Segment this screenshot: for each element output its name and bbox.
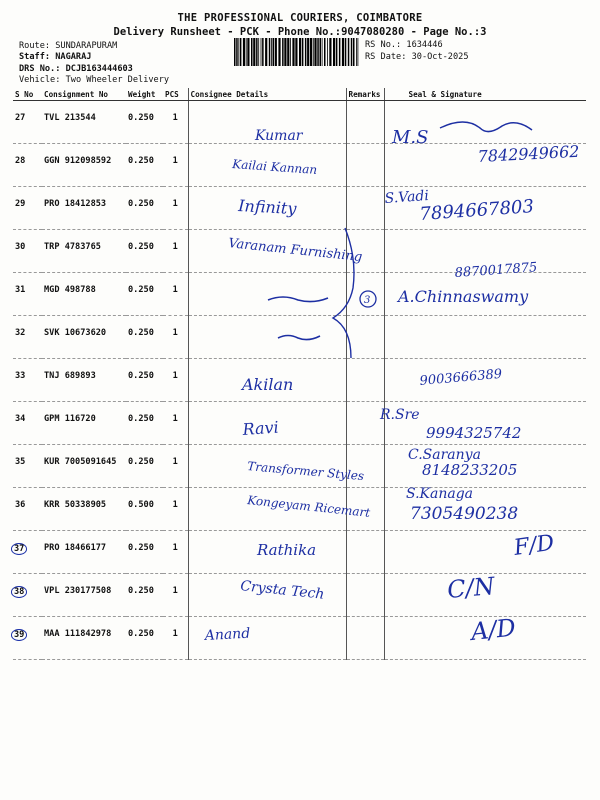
route-label: Route:	[19, 41, 51, 51]
cell-remarks	[346, 445, 384, 488]
table-row	[13, 617, 586, 660]
cell-weight	[126, 574, 163, 617]
table-row	[13, 273, 586, 316]
rs-date-line	[365, 52, 469, 63]
cell-remarks	[346, 531, 384, 574]
cell-pcs-text: 1	[172, 500, 178, 510]
cell-sno	[13, 273, 42, 316]
cell-seal-signature	[384, 230, 586, 273]
barcode-bar	[258, 38, 259, 66]
handwritten-remark: F/D	[512, 530, 556, 561]
cell-pcs	[163, 101, 188, 144]
route-value: SUNDARAPURAM	[55, 41, 118, 51]
cell-pcs	[163, 488, 188, 531]
cell-sno-text: 28	[15, 156, 26, 166]
cell-pcs-text: 1	[172, 543, 178, 553]
cell-remarks	[346, 402, 384, 445]
cell-sno-text: 34	[15, 414, 26, 424]
cell-pcs	[163, 402, 188, 445]
cell-weight-text: 0.500	[128, 500, 154, 510]
cell-weight-text: 0.250	[128, 199, 154, 209]
cell-consignee-details	[188, 488, 346, 531]
handwritten-signature: A.Chinnaswamy	[398, 287, 529, 306]
handwritten-signature: R.Sre	[380, 407, 420, 423]
table-row	[13, 359, 586, 402]
barcode-bar	[333, 38, 335, 66]
barcode-bar	[313, 38, 314, 66]
barcode-bar	[358, 38, 359, 66]
cell-consignment-no-text: TNJ 689893	[44, 371, 96, 381]
company-title: THE PROFESSIONAL COURIERS, COIMBATORE	[177, 12, 423, 24]
cell-weight-text: 0.250	[128, 156, 154, 166]
barcode-bar	[336, 38, 338, 66]
col-header-sno: S No	[13, 88, 42, 101]
cell-weight	[126, 531, 163, 574]
barcode-bar	[310, 38, 312, 66]
cell-consignment-no	[42, 531, 126, 574]
cell-seal-signature	[384, 531, 586, 574]
rs-no-label: RS No.:	[365, 40, 402, 50]
barcode-bar	[299, 38, 301, 66]
cell-sno	[13, 187, 42, 230]
cell-consignment-no	[42, 359, 126, 402]
barcode-bar	[265, 38, 267, 66]
cell-sno	[13, 230, 42, 273]
handwritten-signature: S.Kanaga	[406, 486, 474, 502]
handwritten-phone: 7305490238	[410, 504, 519, 524]
drs-value: DCJB163444603	[65, 64, 133, 74]
table-header-row	[13, 88, 586, 101]
cell-pcs-text: 1	[172, 629, 178, 639]
handwritten-consignee-name: Anand	[204, 625, 251, 644]
cell-sno-text: 32	[15, 328, 26, 338]
cell-consignment-no	[42, 617, 126, 660]
cell-consignment-no	[42, 316, 126, 359]
cell-consignment-no	[42, 187, 126, 230]
cell-seal-signature	[384, 617, 586, 660]
cell-weight-text: 0.250	[128, 113, 154, 123]
cell-weight	[126, 488, 163, 531]
cell-sno	[13, 488, 42, 531]
cell-sno	[13, 531, 42, 574]
cell-consignment-no	[42, 273, 126, 316]
barcode-bar	[236, 38, 238, 66]
cell-remarks	[346, 230, 384, 273]
cell-remarks	[346, 101, 384, 144]
handwritten-phone: 7894667803	[418, 196, 535, 225]
barcode-bar	[287, 38, 289, 66]
cell-seal-signature	[384, 571, 586, 617]
cell-remarks	[346, 488, 384, 531]
barcode-bar	[240, 38, 242, 66]
cell-consignment-no-text: SVK 10673620	[44, 328, 107, 338]
col-header-consignment: Consignment No	[42, 88, 126, 101]
cell-pcs	[163, 187, 188, 230]
cell-seal-signature	[384, 402, 586, 445]
handwritten-consignee-name: Transformer Styles	[246, 459, 365, 484]
barcode-bar	[320, 38, 322, 66]
table-row	[13, 445, 586, 488]
cell-consignment-no-text: KRR 50338905	[44, 500, 107, 510]
cell-sno-text: 30	[15, 242, 26, 252]
cell-seal-signature	[384, 101, 586, 144]
barcode-bar	[292, 38, 294, 66]
table-row	[13, 187, 586, 230]
barcode-bar	[302, 38, 304, 66]
handwritten-phone: 8148233205	[422, 461, 518, 479]
runsheet-subtitle: Delivery Runsheet - PCK - Phone No.:9047080280 - Page No.:3	[113, 26, 487, 38]
cell-consignment-no	[42, 402, 126, 445]
cell-pcs-text: 1	[172, 586, 178, 596]
barcode-bar	[284, 38, 286, 66]
cell-weight	[126, 402, 163, 445]
cell-sno	[13, 445, 42, 488]
vehicle-value: Two Wheeler Delivery	[65, 75, 170, 85]
cell-consignment-no	[42, 445, 126, 488]
cell-sno-text: 31	[15, 285, 26, 295]
cell-weight	[126, 230, 163, 273]
cell-weight-text: 0.250	[128, 543, 154, 553]
handwritten-signature: M.S	[392, 127, 429, 148]
barcode-bar	[327, 38, 328, 66]
cell-sno-text: 33	[15, 371, 26, 381]
cell-weight-text: 0.250	[128, 586, 154, 596]
cell-pcs-text: 1	[172, 113, 178, 123]
rs-no-value: 1634446	[406, 40, 443, 50]
barcode-bar	[262, 38, 264, 66]
barcode-bar	[322, 38, 323, 66]
barcode-bar	[253, 38, 255, 66]
barcode-bar	[269, 38, 271, 66]
barcode-bar	[351, 38, 353, 66]
cell-consignee-details	[188, 531, 346, 574]
rs-date-label: RS Date:	[365, 52, 407, 62]
table-row	[13, 230, 586, 273]
handwritten-phone: 9003666389	[419, 366, 503, 389]
cell-consignment-no-text: MGD 498788	[44, 285, 96, 295]
cell-pcs	[163, 359, 188, 402]
cell-seal-signature	[384, 187, 586, 230]
cell-seal-signature	[384, 445, 586, 488]
barcode-bar	[348, 38, 350, 66]
handwritten-phone: 7842949662	[477, 141, 580, 166]
cell-weight	[126, 617, 163, 660]
barcode-bar	[339, 38, 341, 66]
barcode-bar	[256, 38, 258, 66]
cell-consignee-details	[188, 402, 346, 445]
vehicle-label: Vehicle:	[19, 75, 61, 85]
cell-seal-signature	[384, 359, 586, 402]
cell-weight-text: 0.250	[128, 414, 154, 424]
cell-consignee-details	[188, 574, 346, 617]
cell-consignment-no	[42, 488, 126, 531]
cell-weight-text: 0.250	[128, 328, 154, 338]
barcode-bar	[243, 38, 245, 66]
cell-consignment-no-text: PRO 18412853	[44, 199, 107, 209]
barcode-bar	[246, 38, 247, 66]
barcode-bar	[251, 38, 253, 66]
col-header-weight: Weight	[126, 88, 163, 101]
cell-consignment-no	[42, 101, 126, 144]
barcode-bar	[282, 38, 284, 66]
handwritten-consignee-name: Infinity	[237, 196, 297, 219]
cell-pcs	[163, 230, 188, 273]
cell-weight	[126, 187, 163, 230]
staff-value: NAGARAJ	[55, 52, 92, 62]
runsheet-table	[13, 88, 586, 660]
handwritten-phone: 9994325742	[426, 424, 522, 442]
cell-remarks	[346, 316, 384, 359]
cell-consignee-details	[188, 230, 346, 273]
cell-consignee-details	[188, 617, 346, 660]
cell-consignment-no-text: VPL 230177508	[44, 586, 112, 596]
col-header-remarks: Remarks	[346, 88, 384, 101]
cell-consignee-details	[188, 273, 346, 316]
cell-consignment-no-text: GPM 116720	[44, 414, 96, 424]
cell-consignment-no-text: GGN 912098592	[44, 156, 112, 166]
cell-pcs	[163, 144, 188, 187]
route-line	[19, 41, 117, 52]
handwritten-consignee-name: Kailai Kannan	[231, 157, 318, 177]
table-row	[13, 144, 586, 187]
cell-sno-text: 29	[15, 199, 26, 209]
staff-line	[19, 52, 91, 63]
barcode-bar	[247, 38, 249, 66]
cell-consignee-details	[188, 187, 346, 230]
cell-remarks	[346, 187, 384, 230]
cell-sno-text: 39	[11, 629, 27, 641]
handwritten-consignee-name: Kongeyam Ricemart	[246, 493, 371, 520]
cell-weight	[126, 273, 163, 316]
cell-consignment-no	[42, 230, 126, 273]
cell-consignee-details	[188, 359, 346, 402]
cell-sno	[13, 402, 42, 445]
cell-remarks	[346, 359, 384, 402]
barcode-bar	[234, 38, 236, 66]
barcode-bar	[271, 38, 272, 66]
cell-sno	[13, 101, 42, 144]
cell-consignment-no-text: KUR 7005091645	[44, 457, 117, 467]
table-row	[13, 531, 586, 574]
barcode-bar	[290, 38, 291, 66]
cell-pcs	[163, 445, 188, 488]
table-row	[13, 574, 586, 617]
table-row	[13, 316, 586, 359]
staff-label: Staff:	[19, 52, 51, 62]
cell-weight-text: 0.250	[128, 285, 154, 295]
drs-label: DRS No.:	[19, 64, 61, 74]
cell-pcs-text: 1	[172, 285, 178, 295]
cell-seal-signature	[384, 316, 586, 359]
vehicle-line	[19, 75, 169, 86]
cell-pcs-text: 1	[172, 199, 178, 209]
handwritten-consignee-name: Akilan	[242, 375, 294, 394]
cell-pcs-text: 1	[172, 156, 178, 166]
barcode-bar	[353, 38, 355, 66]
cell-pcs-text: 1	[172, 328, 178, 338]
cell-sno-text: 37	[11, 543, 27, 555]
barcode-bar	[329, 38, 331, 66]
cell-remarks	[346, 273, 384, 316]
handwritten-consignee-name: Rathika	[257, 541, 317, 559]
table-row	[13, 402, 586, 445]
cell-remarks	[346, 144, 384, 187]
cell-pcs	[163, 273, 188, 316]
col-header-signature: Seal & Signature	[384, 88, 586, 101]
cell-seal-signature	[384, 141, 586, 187]
rs-no-line	[365, 40, 443, 51]
barcode-bar	[345, 38, 347, 66]
barcode-bar	[317, 38, 319, 66]
table-row	[13, 488, 586, 531]
cell-sno	[13, 144, 42, 187]
cell-weight	[126, 359, 163, 402]
handwritten-signature: S.Vadi	[384, 187, 430, 207]
cell-consignee-details	[188, 144, 346, 187]
barcode-bar	[273, 38, 275, 66]
cell-consignee-details	[188, 101, 346, 144]
barcode-bar	[275, 38, 277, 66]
cell-pcs-text: 1	[172, 242, 178, 252]
cell-seal-signature	[384, 273, 586, 316]
barcode-bar	[278, 38, 280, 66]
handwritten-consignee-name: Ravi	[241, 417, 280, 439]
cell-pcs	[163, 531, 188, 574]
cell-weight	[126, 101, 163, 144]
handwritten-consignee-name: Kumar	[255, 128, 303, 144]
cell-remarks	[346, 617, 384, 660]
cell-pcs	[163, 617, 188, 660]
barcode-bar	[314, 38, 316, 66]
barcode-bar	[356, 38, 357, 66]
cell-consignment-no-text: MAA 111842978	[44, 629, 112, 639]
cell-sno	[13, 316, 42, 359]
cell-sno-text: 35	[15, 457, 26, 467]
cell-sno-text: 36	[15, 500, 26, 510]
cell-pcs	[163, 574, 188, 617]
cell-consignment-no-text: TRP 4783765	[44, 242, 101, 252]
cell-weight	[126, 316, 163, 359]
handwritten-signature: C.Saranya	[408, 447, 481, 463]
cell-consignee-details	[188, 316, 346, 359]
cell-sno-text: 38	[11, 586, 27, 598]
cell-sno	[13, 359, 42, 402]
barcode-bar	[305, 38, 307, 66]
cell-consignment-no	[42, 144, 126, 187]
cell-consignment-no	[42, 574, 126, 617]
cell-consignee-details	[188, 445, 346, 488]
cell-seal-signature	[384, 488, 586, 531]
barcode-bar	[324, 38, 326, 66]
barcode-bar	[261, 38, 262, 66]
handwritten-consignee-name: Varanam Furnishing	[227, 236, 363, 266]
cell-remarks	[346, 574, 384, 617]
col-header-consignee: Consignee Details	[188, 88, 346, 101]
cell-sno-text: 27	[15, 113, 26, 123]
barcode-bar	[295, 38, 297, 66]
cell-weight-text: 0.250	[128, 457, 154, 467]
cell-consignment-no-text: PRO 18466177	[44, 543, 107, 553]
cell-weight	[126, 144, 163, 187]
handwritten-remark: C/N	[446, 571, 496, 604]
drs-line	[19, 64, 133, 75]
cell-sno	[13, 617, 42, 660]
barcode-bar	[238, 38, 239, 66]
cell-weight-text: 0.250	[128, 242, 154, 252]
cell-consignment-no-text: TVL 213544	[44, 113, 96, 123]
handwritten-phone: 8870017875	[454, 260, 538, 281]
handwritten-consignee-name: Crysta Tech	[239, 578, 326, 603]
cell-pcs-text: 1	[172, 457, 178, 467]
svg-text:3: 3	[364, 295, 371, 306]
handwritten-remark: A/D	[469, 613, 518, 646]
cell-sno	[13, 574, 42, 617]
col-header-pcs: PCS	[163, 88, 188, 101]
barcode	[234, 38, 360, 66]
cell-weight-text: 0.250	[128, 629, 154, 639]
cell-pcs-text: 1	[172, 371, 178, 381]
barcode-bar	[307, 38, 309, 66]
barcode-bar	[342, 38, 344, 66]
table-row	[13, 101, 586, 144]
cell-weight	[126, 445, 163, 488]
rs-date-value: 30-Oct-2025	[411, 52, 469, 62]
cell-pcs	[163, 316, 188, 359]
cell-weight-text: 0.250	[128, 371, 154, 381]
cell-pcs-text: 1	[172, 414, 178, 424]
